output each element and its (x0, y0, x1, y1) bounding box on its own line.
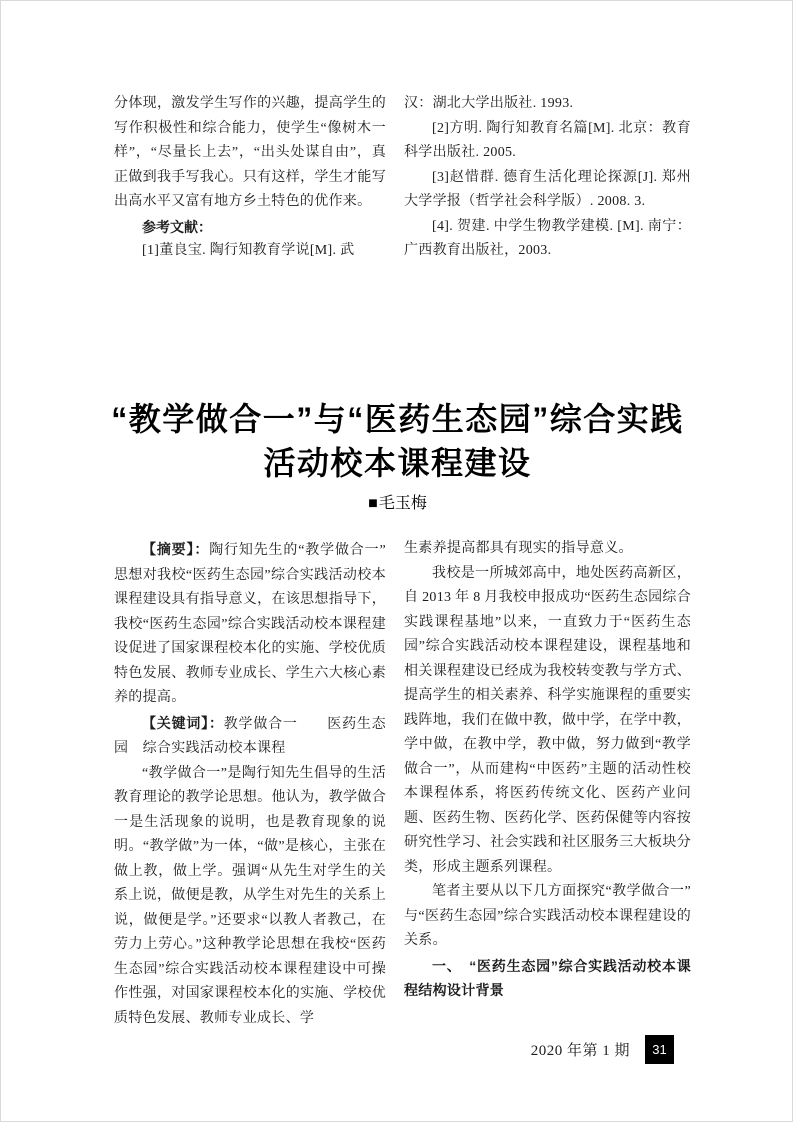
article-title (57, 397, 738, 485)
page-number-badge: 31 (645, 1035, 674, 1064)
article-author-line (57, 493, 738, 515)
article-left-column (114, 537, 386, 1031)
body-paragraph-3: 笔者主要从以下几方面探究“教学做合一”与“医药生态园”综合实践活动校本课程建设的关系。 (404, 884, 691, 948)
reference-item-3: [3]赵惜群. 德育生活化理论探源[J]. 郑州大学学报（哲学社会科学版）. 2008. 3. (404, 169, 691, 209)
body-paragraph-1: “教学做合一”是陶行知先生倡导的生活教育理论的教学论思想。他认为，教学做合一是生活现象的说明，也是教育现象的说明。“教学做”为一体，“做”是核心，主张在做上教，做上学。强调“从先生对学生的关系上说，做便是教，从学生对先生的关系上说，做便是学。”还要求“以教人者教己，在劳力上劳心。”这种教学论思想在我校“医药生态园”综合实践活动校本课程建设中可操作性强，对国家课程校本化的实施、学校优质特色发展、教师专业成长、学 (114, 765, 386, 1026)
keywords-paragraph (114, 711, 386, 762)
reference-item-1: [1]董良宝. 陶行知教育学说[M]. 武 (142, 243, 355, 258)
abstract-text: 陶行知先生的“教学做合一”思想对我校“医药生态园”综合实践活动校本课程建设具有指导意义，在该思想指导下，我校“医药生态园”综合实践活动校本课程建设促进了国家课程校本化的实施、学校优质特色发展、教师专业成长、学生六大核心素养的提高。 (114, 543, 387, 705)
reference-item-2: [2]方明. 陶行知教育名篇[M]. 北京：教育科学出版社. 2005. (404, 120, 691, 160)
body-paragraph-1-continuation: 生素养提高都具有现实的指导意义。 (404, 541, 633, 556)
article-title-line-1: “教学做合一”与“医药生态园”综合实践 (111, 401, 684, 437)
author-square-icon: ■ (368, 495, 378, 512)
article-header (57, 397, 738, 515)
reference-item-1-continuation: 汉：湖北大学出版社. 1993. (404, 96, 574, 111)
references-heading: 参考文献： (142, 218, 212, 235)
issue-label: 2020 年第 1 期 (530, 1042, 630, 1059)
article-right-column (404, 537, 691, 1031)
section-1-heading: 一、 “医药生态园”综合实践活动校本课程结构设计背景 (404, 957, 691, 998)
prev-article-closing-paragraph: 分体现，激发学生写作的兴趣，提高学生的写作积极性和综合能力，使学生“像树木一样”，“尽量长上去”，“出头处谋自由”，真正做到我手写我心。只有这样，学生才能写出高水平又富有地方乡土特色的优作来。 (114, 96, 386, 209)
abstract-label: 【摘要】： (142, 541, 210, 557)
prev-article-left-column (114, 92, 386, 264)
article-body (114, 537, 691, 1031)
keywords-text: 教学做合一 医药生态园 综合实践活动校本课程 (114, 716, 386, 756)
page-footer (531, 1034, 674, 1064)
article-title-line-2: 活动校本课程建设 (263, 445, 532, 481)
previous-article-end (114, 92, 691, 264)
abstract-paragraph (114, 537, 386, 711)
body-paragraph-2: 我校是一所城郊高中，地处医药高新区，自 2013 年 8 月我校申报成功“医药生态园综合实践课程基地”以来，一直致力于“医药生态园”综合实践活动校本课程建设，课程基地和相关课程建设已经成为我校转变教与学方式、提高学生的相关素养、科学实施课程的重要实践阵地，我们在做中教，做中学，在学中教，学中做，在教中学，教中做，努力做到“教学做合一”，从而建构“中医药”主题的活动性校本课程体系，将医药传统文化、医药产业问题、医药生物、医药化学、医药保健等内容按研究性学习、社会实践和社区服务三大板块分类，形成主题系列课程。 (404, 565, 692, 875)
reference-item-4: [4]. 贺建. 中学生物教学建模. [M]. 南宁：广西教育出版社，2003. (404, 218, 691, 258)
author-name: 毛玉梅 (378, 495, 427, 512)
keywords-label: 【关键词】： (142, 714, 224, 731)
prev-article-right-column (404, 92, 691, 264)
